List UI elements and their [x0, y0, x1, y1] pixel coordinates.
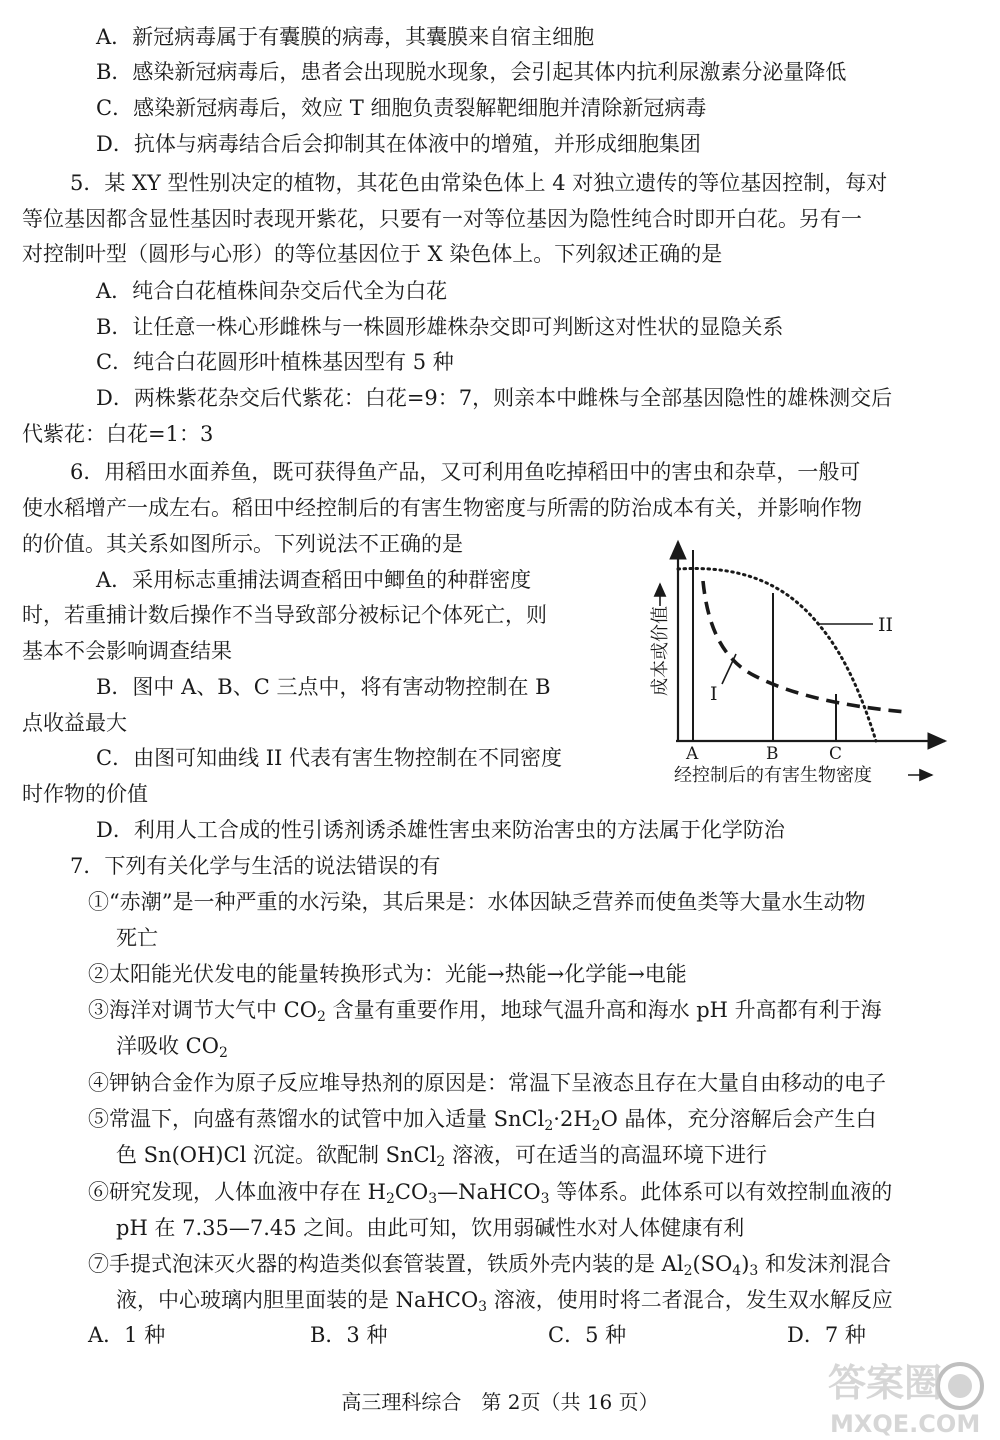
q7-choice-d: D．7 种 — [787, 1323, 866, 1347]
q7-statement-6-line1: ⑥研究发现，人体血液中存在 $H_2CO_3—NaHCO_3$ 等体系。此体系可以有效控制血液的 — [88, 1180, 893, 1207]
q6-stem-line2: 使水稻增产一成左右。稻田中经控制后的有害生物密度与所需的防治成本有关，并影响作物 — [22, 496, 862, 520]
q5-option-b: B．让任意一株心形雌株与一株圆形雄株杂交即可判断这对性状的显隐关系 — [96, 315, 784, 339]
q6-figure — [640, 536, 985, 791]
q6-stem-line3: 的价值。其关系如图所示。下列说法不正确的是 — [22, 532, 463, 556]
q5-option-d-line2: 代紫花：白花=1：3 — [22, 422, 214, 446]
curve-i — [703, 581, 906, 712]
x-axis-label: 经控制后的有害生物密度 — [674, 765, 872, 786]
q7-choice-b: B．3 种 — [310, 1323, 388, 1347]
q4-option-a: A．新冠病毒属于有囊膜的病毒，其囊膜来自宿主细胞 — [96, 25, 595, 49]
q4-option-d: D．抗体与病毒结合后会抑制其在体液中的增殖，并形成细胞集团 — [96, 132, 701, 156]
q7-statement-5-line1: ⑤常温下，向盛有蒸馏水的试管中加入适量 $SnCl_2\cdot 2H_2O$ 晶体，充分溶解后会产生白 — [88, 1107, 877, 1134]
q4-option-b: B．感染新冠病毒后，患者会出现脱水现象，会引起其体内抗利尿激素分泌量降低 — [96, 60, 847, 84]
y-axis-label: 成本或价值 — [650, 606, 671, 696]
q6-option-a-line1: A．采用标志重捕法调查稻田中鲫鱼的种群密度 — [96, 568, 532, 592]
q7-statement-6-line2: pH 在 7.35—7.45 之间。由此可知，饮用弱碱性水对人体健康有利 — [116, 1216, 745, 1240]
curve-ii-label: II — [878, 614, 894, 636]
q6-option-c-line2: 时作物的价值 — [22, 782, 148, 806]
q7-statement-7-line1: ⑦手提式泡沫灭火器的构造类似套管装置，铁质外壳内装的是 $Al_2(SO_4)_3$ 和发沫剂混合 — [88, 1252, 892, 1279]
q7-statement-3-line1: ③海洋对调节大气中 $CO_2$ 含量有重要作用，地球气温升高和海水 pH 升高都有利于海 — [88, 998, 882, 1025]
q6-option-c-line1: C．由图可知曲线 II 代表有害生物控制在不同密度 — [96, 746, 563, 770]
q5-stem-line1: 5．某 XY 型性别决定的植物，其花色由常染色体上 4 对独立遗传的等位基因控制，每对 — [70, 171, 888, 195]
q7-choice-a: A．1 种 — [88, 1323, 166, 1347]
q5-option-a: A．纯合白花植株间杂交后代全为白花 — [96, 279, 448, 303]
q6-option-a-line3: 基本不会影响调查结果 — [22, 639, 232, 663]
point-b-label: B — [766, 744, 779, 764]
q6-stem-line1: 6．用稻田水面养鱼，既可获得鱼产品，又可利用鱼吃掉稻田中的害虫和杂草，一般可 — [70, 460, 861, 484]
watermark-line2: MXQE.COM — [830, 1410, 981, 1438]
q6-option-b-line2: 点收益最大 — [22, 711, 127, 735]
q7-statement-4: ④钾钠合金作为原子反应堆导热剂的原因是：常温下呈液态且存在大量自由移动的电子 — [88, 1071, 886, 1095]
point-c-label: C — [829, 744, 843, 764]
q7-stem: 7．下列有关化学与生活的说法错误的有 — [70, 854, 441, 878]
q7-statement-7-line2: 液，中心玻璃内胆里面装的是 NaHCO$_3$ 溶液，使用时将二者混合，发生双水解反应 — [116, 1288, 893, 1315]
point-a-label: A — [686, 744, 699, 764]
watermark-logo — [820, 1352, 990, 1438]
page-footer: 高三理科综合 第 2页（共 16 页） — [341, 1390, 659, 1414]
q6-option-b-line1: B．图中 A、B、C 三点中，将有害动物控制在 B — [96, 675, 551, 699]
q6-option-d: D．利用人工合成的性引诱剂诱杀雄性害虫来防治害虫的方法属于化学防治 — [96, 818, 785, 842]
q5-option-c: C．纯合白花圆形叶植株基因型有 5 种 — [96, 350, 454, 374]
q4-option-c: C．感染新冠病毒后，效应 T 细胞负责裂解靶细胞并清除新冠病毒 — [96, 96, 707, 120]
q5-option-d-line1: D．两株紫花杂交后代紫花：白花=9：7，则亲本中雌株与全部基因隐性的雄株测交后 — [96, 386, 893, 410]
curve-ii — [678, 569, 876, 741]
watermark-line1: 答案圈 — [828, 1361, 943, 1405]
q7-statement-5-line2: 色 Sn(OH)Cl 沉淀。欲配制 SnCl$_2$ 溶液，可在适当的高温环境下进行 — [116, 1143, 767, 1170]
q6-option-a-line2: 时，若重捕计数后操作不当导致部分被标记个体死亡，则 — [22, 603, 547, 627]
q7-statement-2: ②太阳能光伏发电的能量转换形式为：光能→热能→化学能→电能 — [88, 962, 687, 986]
q7-statement-1-line2: 死亡 — [116, 926, 158, 950]
q7-statement-3-line2: 洋吸收 $CO_2$ — [116, 1034, 228, 1061]
curve-i-label: I — [710, 683, 718, 705]
q7-statement-1-line1: ①“赤潮”是一种严重的水污染，其后果是：水体因缺乏营养而使鱼类等大量水生动物 — [88, 890, 866, 914]
q5-stem-line2: 等位基因都含显性基因时表现开紫花，只要有一对等位基因为隐性纯合时即开白花。另有一 — [22, 207, 862, 231]
q5-stem-line3: 对控制叶型（圆形与心形）的等位基因位于 X 染色体上。下列叙述正确的是 — [22, 242, 723, 266]
q7-choice-c: C．5 种 — [548, 1323, 627, 1347]
label-i-leader — [722, 654, 736, 684]
